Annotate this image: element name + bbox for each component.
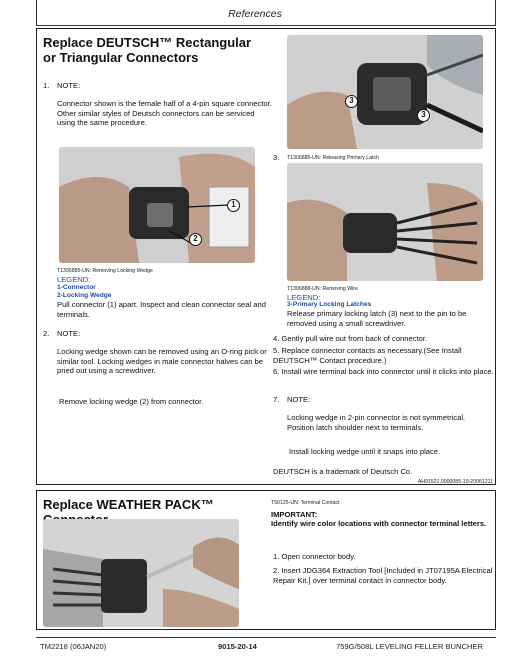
footer-left: TM2218 (06JAN20)	[40, 642, 107, 651]
page-header-title: References	[228, 8, 282, 20]
callout-2: 2	[189, 233, 202, 246]
step7-number: 7.	[273, 395, 280, 404]
legend1-item-2: 2-Locking Wedge	[57, 292, 112, 299]
callout-1: 1	[227, 199, 240, 212]
note1-text: Connector shown is the female half of a 4-pin square connector. Other similar styles of Deutsch connectors can be serviced using the same procedure.	[57, 99, 272, 127]
remove-wedge-text: Remove locking wedge (2) from connector.	[59, 397, 204, 406]
photo-removing-locking-wedge	[59, 147, 255, 263]
note7-text: Locking wedge in 2-pin connector is not symmetrical. Position latch shoulder next to terminals.	[287, 413, 466, 432]
doc-id: AH91521,0000085-19-20061211	[417, 479, 493, 485]
legend2-title: LEGEND:	[287, 293, 321, 302]
deutsch-section	[36, 28, 496, 485]
legend1-item-1: 1-Connector	[57, 284, 96, 291]
header-rule	[36, 25, 496, 26]
weatherpack-step1: 1. Open connector body.	[273, 552, 356, 561]
pull-apart-text: Pull connector (1) apart. Inspect and clean connector seal and terminals.	[57, 300, 266, 319]
footer-rule	[36, 637, 496, 638]
step2-note-label: NOTE:	[57, 329, 81, 338]
footer-right: 759G/508L LEVELING FELLER BUNCHER	[336, 642, 484, 651]
important-label: IMPORTANT:	[271, 510, 318, 519]
footer-center: 9015-20-14	[218, 642, 257, 651]
frame-left-rule	[36, 0, 37, 26]
note2-text: Locking wedge shown can be removed using an O-ring pick or similar tool. Locking wedges in male connector halves can be pried out using a screwdriver.	[57, 347, 267, 375]
deutsch-title: Replace DEUTSCH™ Rectangular or Triangular Connectors	[43, 35, 252, 65]
trademark-text: DEUTSCH is a trademark of Deutsch Co.	[273, 467, 413, 476]
weatherpack-photo-caption: T50125-UN: Terminal Contact	[271, 500, 340, 506]
step1-note-label: NOTE:	[57, 81, 81, 90]
step4-text: 4. Gently pull wire out from back of connector.	[273, 334, 428, 343]
weatherpack-title: Replace WEATHER PACK™	[43, 497, 214, 512]
photo-terminal-contact	[43, 519, 239, 627]
step2-number: 2.	[43, 329, 50, 338]
release-latch-text: Release primary locking latch (3) next to the pin to be removed using a small screwdriver.	[287, 309, 467, 328]
frame-right-rule	[495, 0, 496, 26]
connector-photo-2	[287, 35, 483, 149]
step3-number: 3.	[273, 153, 280, 162]
connector-photo-1	[59, 147, 255, 263]
install-wedge-text: Install locking wedge until it snaps into place.	[289, 447, 441, 456]
step5-text: 5. Replace connector contacts as necessary.(See Install DEUTSCH™ Contact procedure.)	[273, 346, 462, 365]
weatherpack-photo	[43, 519, 239, 627]
photo1-caption: T1306885-UN: Removing Locking Wedge	[57, 268, 153, 274]
callout-3-left: 3	[345, 95, 358, 108]
important-text: Identify wire color locations with connector terminal letters.	[271, 519, 487, 528]
connector-photo-3	[287, 163, 483, 281]
legend1-title: LEGEND:	[57, 275, 91, 284]
photo4-caption: T1306888-UN: Removing Wire	[287, 286, 358, 292]
step7-note-label: NOTE:	[287, 395, 311, 404]
weatherpack-step2: 2. Insert JDG364 Extraction Tool [Included in JT07195A Electrical Repair Kit.] over terminal contact in connector body.	[273, 566, 493, 585]
step6-text: 6. Install wire terminal back into connector until it clicks into place.	[273, 367, 494, 376]
photo-releasing-latch	[287, 35, 483, 149]
step1-number: 1.	[43, 81, 50, 90]
legend2-item-1: 3-Primary Locking Latches	[287, 301, 372, 308]
photo-removing-wire	[287, 163, 483, 281]
weatherpack-section	[36, 490, 496, 630]
callout-3-right: 3	[417, 109, 430, 122]
photo3-caption: T1306886-UN: Releasing Primary Latch	[287, 155, 379, 161]
